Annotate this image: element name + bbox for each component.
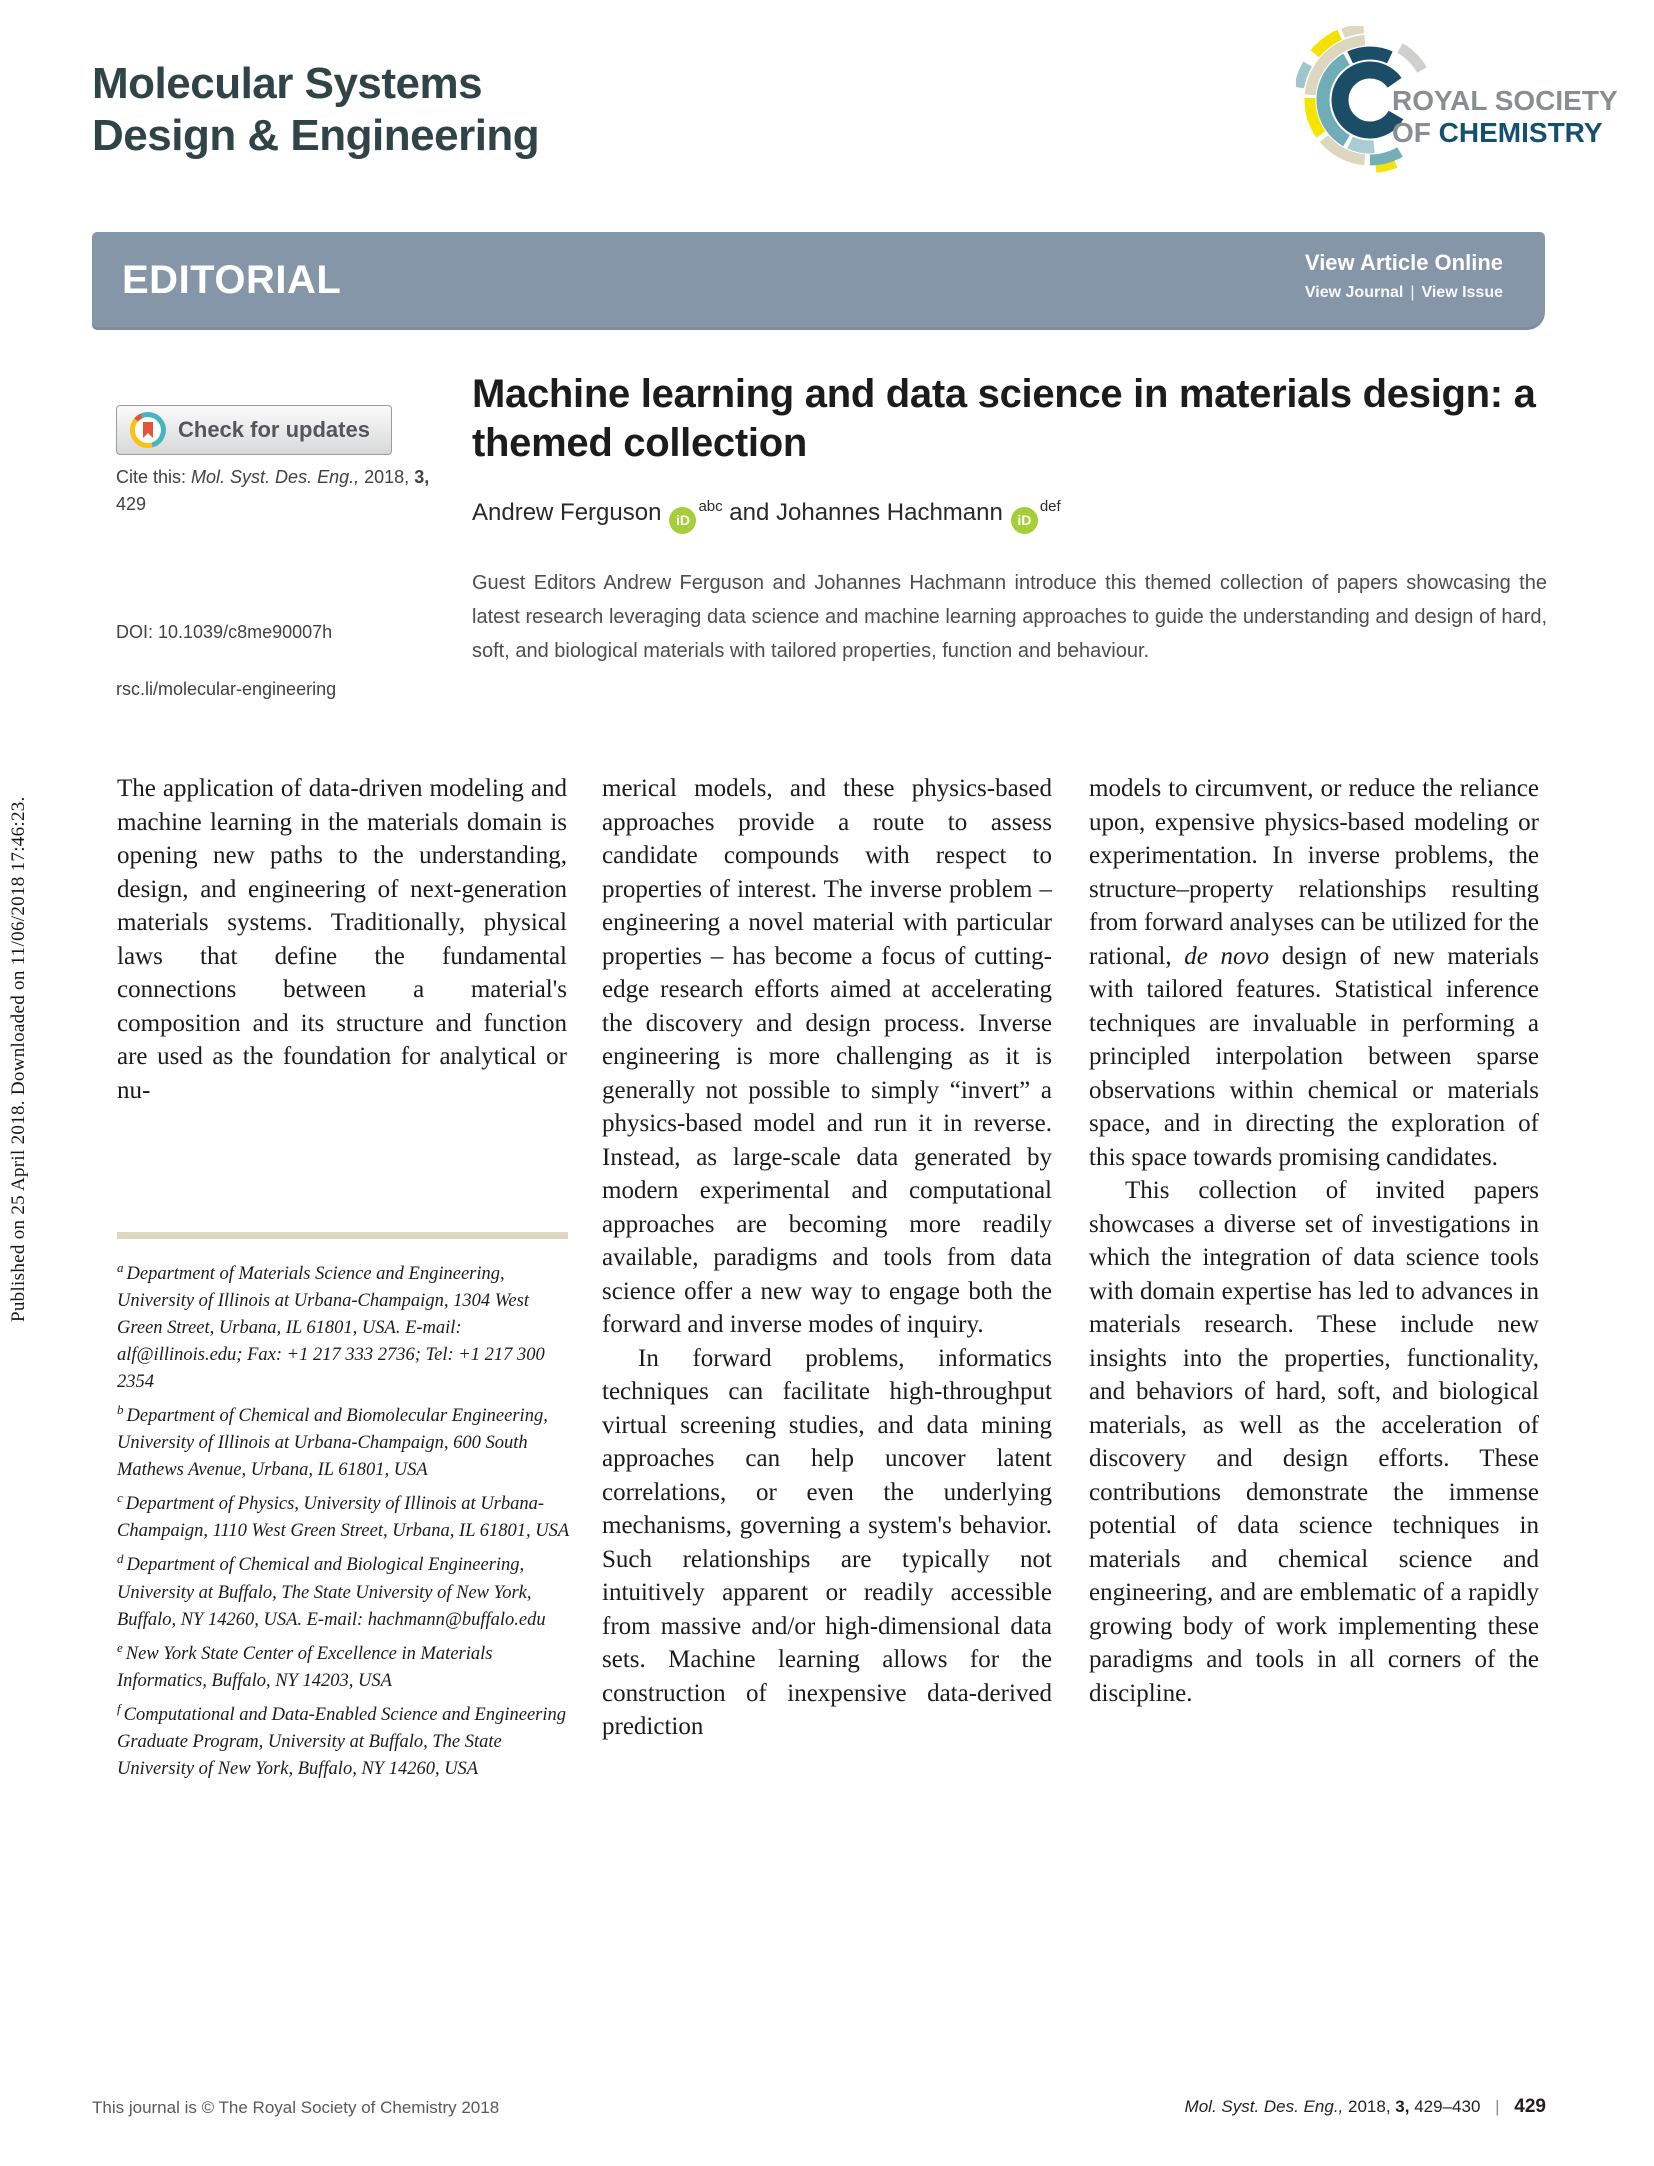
footnote: $^d$ Department of Chemical and Biological Engineering, University at Buffalo, The State University of New York, Buffalo, NY 14260, USA. E-mail: hachmann@buffalo.edu [117, 1551, 546, 1630]
cite-page: 429 [116, 494, 147, 514]
body-column-2 [602, 772, 1052, 1744]
footer-year: 2018, [1348, 2097, 1391, 2116]
footnote: $^a$ Department of Materials Science and Engineering, University of Illinois at Urbana-Champaign, 1304 West Green Street, Urbana, IL 61801, USA. E-mail: alf@illinois.edu; Fax: +1 217 333 2736; Tel: +1 217 300 2354 [117, 1260, 545, 1393]
journal-url-link[interactable]: rsc.li/molecular-engineering [116, 679, 337, 699]
doi-block [116, 622, 336, 700]
footnote: $^b$ Department of Chemical and Biomolecular Engineering, University of Illinois at Urbana-Champaign, 600 South Mathews Avenue, Urbana, IL 61801, USA [117, 1402, 548, 1481]
footer-copyright: This journal is © The Royal Society of Chemistry 2018 [92, 2098, 500, 2117]
footnote-divider [117, 1232, 568, 1239]
link-separator: | [1410, 284, 1415, 301]
view-article-online-link[interactable]: View Article Online [1304, 250, 1503, 275]
section-label: EDITORIAL [122, 258, 342, 302]
author-name-2: Johannes Hachmann [776, 499, 1003, 526]
orcid-icon[interactable]: iD [669, 507, 696, 534]
journal-title-line2: Design & Engineering [92, 111, 540, 160]
rsc-logo-of: OF [1392, 117, 1439, 148]
affiliation-footnotes [117, 1254, 570, 1783]
body-column-1 [117, 772, 567, 1107]
footer-citation [1185, 2096, 1546, 2118]
footer-separator: | [1495, 2097, 1500, 2116]
svg-text:OF CHEMISTRY [1392, 117, 1603, 148]
crossmark-icon [130, 412, 166, 448]
view-journal-link[interactable]: View Journal [1304, 284, 1404, 301]
cite-year: 2018, [364, 467, 410, 487]
cite-volume: 3, [414, 467, 430, 487]
page-number: 429 [1514, 2096, 1546, 2117]
article-title: Machine learning and data science in materials design: a themed collection [472, 372, 1536, 465]
rsc-logo-text-line1: ROYAL SOCIETY [1392, 85, 1618, 116]
author-line [472, 498, 1061, 534]
check-for-updates-button[interactable] [116, 405, 392, 455]
orcid-icon[interactable]: iD [1011, 507, 1038, 534]
paragraph: This collection of invited papers showcases a diverse set of investigations in which the integration of data science tools with domain expertise has led to advances in materials research. These include new insights into the properties, functionality, and behaviors of hard, soft, and biological materials, as well as the acceleration of discovery and design efforts. These contributions demonstrate the immense potential of data science techniques in materials and chemical science and engineering, and are emblematic of a rapidly growing body of work implementing these paradigms and tools in all corners of the discipline. [1089, 1177, 1539, 1707]
paragraph: merical models, and these physics-based approaches provide a route to assess candidate compounds with respect to properties of interest. The inverse problem – engineering a novel material with particular properties – has become a focus of cutting-edge research efforts aimed at accelerating the discovery and design process. Inverse engineering is more challenging as it is generally not possible to simply “invert” a physics-based model and run it in reverse. Instead, as large-scale data generated by modern experimental and computational approaches are becoming more readily available, paradigms and tools from data science offer a new way to engage both the forward and inverse modes of inquiry. [602, 775, 1052, 1338]
paragraph: models to circumvent, or reduce the reliance upon, expensive physics-based modeling or experimentation. In inverse problems, the structure–property relationships resulting from forward analyses can be utilized for the rational, de novo design of new materials with tailored features. Statistical inference techniques are invaluable in performing a principled interpolation between sparse observations within chemical or materials space, and in directing the exploration of this space towards promising candidates. [1089, 775, 1539, 1171]
cite-journal: Mol. Syst. Des. Eng., [191, 467, 360, 487]
journal-title-line1: Molecular Systems [92, 59, 483, 108]
journal-title [92, 58, 539, 162]
abstract: Guest Editors Andrew Ferguson and Johannes Hachmann introduce this themed collection of papers showcasing the latest research leveraging data science and machine learning approaches to guide the understanding and design of hard, soft, and biological materials with tailored properties, function and behaviour. [472, 572, 1547, 662]
publication-stamp: Published on 25 April 2018. Downloaded on 11/06/2018 17:46:23. [8, 796, 29, 1322]
cite-this [116, 464, 450, 518]
rsc-logo-chemistry: CHEMISTRY [1438, 117, 1603, 148]
body-column-3 [1089, 772, 1539, 1710]
view-issue-link[interactable]: View Issue [1421, 284, 1503, 301]
footnote: $^c$ Department of Physics, University of Illinois at Urbana-Champaign, 1110 West Green Street, Urbana, IL 61801, USA [117, 1490, 570, 1542]
footer-journal: Mol. Syst. Des. Eng., [1184, 2097, 1344, 2116]
latin-term: de novo [1184, 942, 1270, 970]
author-affiliation-sup-2: def [1039, 498, 1061, 515]
rsc-logo [1296, 26, 1652, 176]
section-banner [92, 232, 1545, 330]
author-name-1: Andrew Ferguson [472, 499, 662, 526]
check-for-updates-label: Check for updates [178, 417, 370, 442]
author-affiliation-sup-1: abc [698, 498, 723, 515]
footnote: $^e$ New York State Center of Excellence in Materials Informatics, Buffalo, NY 14203, USA [117, 1639, 493, 1691]
doi-text: DOI: 10.1039/c8me90007h [116, 622, 333, 642]
footer-volume: 3, [1395, 2097, 1410, 2116]
cite-prefix: Cite this: [116, 467, 187, 487]
paragraph: The application of data-driven modeling and machine learning in the materials domain is opening new paths to the understanding, design, and engineering of next-generation materials systems. Traditionally, physical laws that define the fundamental connections between a material's composition and its structure and function are used as the foundation for analytical or nu- [117, 775, 567, 1104]
paragraph: In forward problems, informatics techniques can facilitate high-throughput virtual screening studies, and data mining approaches can help uncover latent correlations, or even the underlying mechanisms, governing a system's behavior. Such relationships are typically not intuitively apparent or readily accessible from massive and/or high-dimensional data sets. Machine learning allows for the construction of inexpensive data-derived prediction [602, 1344, 1052, 1740]
footer-pages: 429–430 [1414, 2097, 1481, 2116]
and-word: and [729, 499, 770, 526]
footnote: $^f$ Computational and Data-Enabled Science and Engineering Graduate Program, University at Buffalo, The State University of New York, Buffalo, NY 14260, USA [117, 1700, 567, 1779]
